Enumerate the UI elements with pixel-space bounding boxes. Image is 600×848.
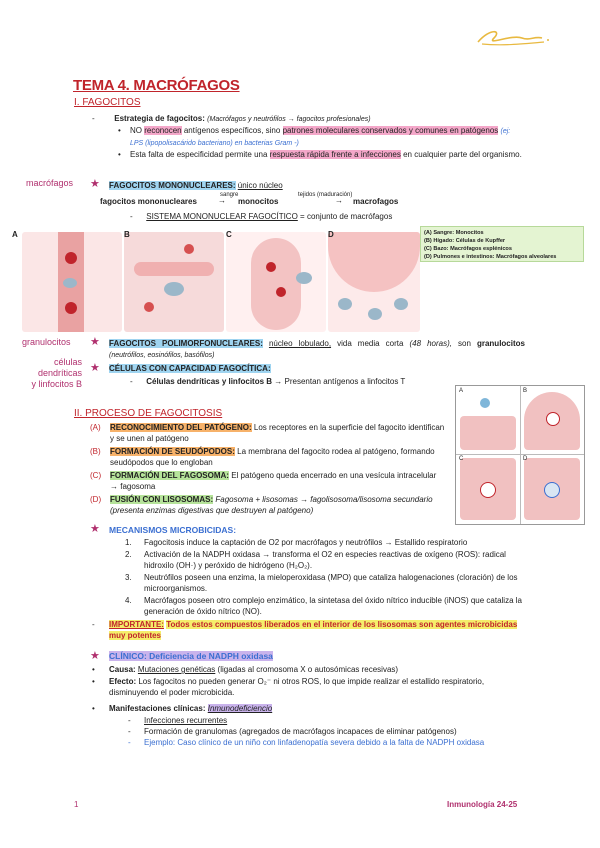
mech-list (125, 537, 527, 617)
ccf-b: → Presentan antígenos a linfocitos T (274, 377, 406, 386)
manif-text-2: Formación de granulomas (agregados de macrófagos incapaces de eliminar patógenos) (144, 727, 457, 736)
flow-macrofagos: macrofagos (353, 197, 399, 206)
step-a-text: Los receptores en la superficie del fagocito identifican y se unen al patógeno (110, 423, 445, 443)
mech-item-2 (125, 549, 527, 571)
mech-num-1: 1. (125, 538, 132, 547)
b1-a: NO (130, 126, 142, 135)
side-note-granulocitos: granulocitos (22, 337, 71, 347)
footer-course: Inmunología 24-25 (447, 800, 518, 809)
phago-label-a: A (459, 388, 464, 394)
star-icon: ★ (90, 650, 100, 662)
estrategia-line: - Estrategia de fagocitos: (Macrófagos y neutrófilos → fagocitos profesionales) (92, 114, 371, 123)
smf-a: SISTEMA MONONUCLEAR FAGOCÍTICO (146, 212, 298, 221)
b2-b: respuesta rápida frente a infecciones (269, 150, 401, 159)
figure-phagocytosis (455, 385, 585, 525)
mech-item-3 (125, 572, 527, 594)
step-c-text: El patógeno queda encerrado en una vesícula intracelular → fagosoma (110, 471, 437, 491)
pmn-d: son (458, 339, 471, 348)
step-d-title: FUSIÓN CON LISOSOMAS: (110, 495, 214, 504)
star-icon: ★ (90, 178, 100, 190)
causa-b: (ligadas al cromosoma X o autosómicas recesivas) (217, 665, 399, 674)
manif-text-3: Ejemplo: Caso clínico de un niño con linfadenopatía severa debido a la falta de NADPH oxidasa (144, 738, 485, 747)
fig-c-spleen (226, 232, 326, 332)
step-d (90, 494, 445, 516)
legend-a: (A) Sangre: Monocitos (424, 230, 484, 236)
figure-legend (420, 226, 584, 262)
step-a-title: RECONOCIMIENTO DEL PATÓGENO: (110, 423, 252, 432)
b1-e: (ej: LPS (lipopolisacárido bacteriano) en bacterias Gram -) (130, 128, 511, 147)
bullet-1: • NO reconocen antígenos específicos, sino patrones moleculares conservados y comunes en patógenos (ej: LPS (lipopolisacárido bacteriano) en bacterias Gram -) (118, 126, 511, 147)
flow-label-tejidos: tejidos (maduración) (298, 192, 353, 198)
important-note: - IMPORTANTE: Todos estos compuestos liberados en el interior de los lisosomas son agentes microbicidas muy potentes (92, 620, 518, 640)
step-b-title: FORMACIÓN DE SEUDÓPODOS: (110, 447, 235, 456)
manif-item-1: - Infecciones recurrentes (128, 716, 228, 725)
manif-tag: Inmunodeficiencio (207, 704, 273, 713)
flow-fagocitos: fagocitos mononucleares (100, 197, 197, 206)
step-b-tag: (B) (90, 447, 101, 456)
star-icon: ★ (90, 523, 100, 535)
fig-label-a: A (12, 230, 18, 239)
mech-num-3: 3. (125, 573, 132, 582)
b2-c: en cualquier parte del organismo. (403, 150, 522, 159)
signature-logo (472, 24, 552, 54)
fm-title: FAGOCITOS MONONUCLEARES: (109, 181, 236, 190)
flow-diagram: fagocitos mononucleares sangre → monocitos tejidos (maduración) → macrofagos (100, 192, 399, 206)
clinical-title (109, 651, 273, 662)
mech-text-2: Activación de la NADPH oxidasa → transforma el O2 en especies reactivas de oxígeno (ROS): radical hidroxilo (OH·) y peróxido de hidrógeno (H₂O₂). (144, 550, 506, 570)
star-icon: ★ (90, 336, 100, 348)
manif-item-3: - Ejemplo: Caso clínico de un niño con linfadenopatía severa debido a la falta de NADPH oxidasa (128, 738, 485, 747)
b1-d: patrones moleculares conservados y comunes en patógenos (282, 126, 499, 135)
fig-label-d: D (328, 230, 334, 239)
page-number: 1 (74, 800, 79, 809)
section-heading-fagocitosis: II. PROCESO DE FAGOCITOSIS (74, 408, 223, 419)
smf-b: = conjunto de macrófagos (300, 212, 393, 221)
manif-text-1: Infecciones recurrentes (144, 716, 228, 725)
manif-label: Manifestaciones clínicas: (109, 704, 206, 713)
bullet-2: • Esta falta de especificidad permite una respuesta rápida frente a infecciones en cualquier parte del organismo. (118, 150, 522, 159)
efecto-label: Efecto: (109, 677, 137, 686)
pmn-line (109, 338, 525, 361)
phago-label-c: C (459, 456, 464, 462)
fig-d-lung (328, 232, 420, 332)
flow-label-sangre: sangre (220, 192, 239, 198)
section-heading-fagocitos: I. FAGOCITOS (74, 97, 141, 108)
smf-line: - SISTEMA MONONUCLEAR FAGOCÍTICO = conjunto de macrófagos (130, 212, 393, 221)
important-label: IMPORTANTE: (109, 620, 164, 629)
fig-label-c: C (226, 230, 232, 239)
fm-desc: único núcleo (237, 181, 283, 190)
manif-list (128, 715, 528, 748)
fig-label-b: B (124, 230, 130, 239)
legend-c: (C) Bazo: Macrófagos esplénicos (424, 246, 512, 252)
flow-monocitos: monocitos (238, 197, 279, 206)
side-note-macrofagos: macrófagos (26, 178, 74, 188)
ccf-title-text: CÉLULAS CON CAPACIDAD FAGOCÍTICA: (109, 364, 271, 373)
side-dend-2: y linfocitos B (31, 379, 82, 389)
step-d-text: Fagosoma + lisosomas → fagolisosoma/lisosoma secundario (presenta enzimas digestivas que destruyen al patógeno) (110, 495, 433, 515)
figure-tissues (12, 226, 420, 334)
mech-item-1 (125, 537, 527, 548)
pmn-f: (neutrófilos, eosinófilos, basófilos) (109, 352, 215, 359)
phago-label-d: D (523, 456, 528, 462)
phago-label-b: B (523, 388, 528, 394)
manif-line: • Manifestaciones clínicas: Inmunodeficiencio (92, 704, 273, 713)
causa-line: • Causa: Mutaciones genéticas (ligadas al cromosoma X o autosómicas recesivas) (92, 665, 399, 674)
important-text: Todos estos compuestos liberados en el interior de los lisosomas son agentes microbicidas muy potentes (109, 620, 518, 640)
pmn-title: FAGOCITOS POLIMORFONUCLEARES: (109, 339, 263, 348)
clinical-title-text: CLÍNICO: Deficiencia de NADPH oxidasa (109, 651, 273, 661)
step-b (90, 446, 445, 468)
mech-text-3: Neutrófilos poseen una enzima, la mieloperoxidasa (MPO) que cataliza halogenaciones (cloración) de los microorganismos. (144, 573, 518, 593)
step-c-title: FORMACIÓN DEL FAGOSOMA: (110, 471, 229, 480)
step-b-text: La membrana del fagocito rodea al patógeno, formando seudópodos que lo engloban (110, 447, 435, 467)
b2-a: Esta falta de especificidad permite una (130, 150, 268, 159)
efecto-text: Los fagocitos no pueden generar O₂⁻ ni otros ROS, lo que impide realizar el estallido respiratorio, disminuyendo el poder microbicida. (109, 677, 485, 697)
ccf-title (109, 363, 271, 374)
pmn-c: (48 horas), (409, 339, 452, 348)
efecto-line: • Efecto: Los fagocitos no pueden generar O₂⁻ ni otros ROS, lo que impide realizar el estallido respiratorio, disminuyendo el poder microbicida. (92, 677, 485, 697)
side-note-dendriticas (8, 357, 82, 390)
mech-num-2: 2. (125, 550, 132, 559)
fig-a-blood-vessel (22, 232, 122, 332)
b1-c: antígenos específicos, sino (183, 126, 281, 135)
manif-item-2: - Formación de granulomas (agregados de macrófagos incapaces de eliminar patógenos) (128, 727, 457, 736)
mech-title: MECANISMOS MICROBICIDAS: (109, 525, 237, 535)
b1-b: reconocen (144, 126, 182, 135)
ccf-a: Células dendríticas y linfocitos B (146, 377, 273, 386)
pmn-b: vida media corta (337, 339, 404, 348)
mech-num-4: 4. (125, 596, 132, 605)
step-a (90, 422, 445, 444)
step-c-tag: (C) (90, 471, 102, 480)
estrategia-label: Estrategia de fagocitos: (114, 114, 205, 123)
fagocitosis-steps (90, 422, 445, 516)
step-a-tag: (A) (90, 423, 101, 432)
pmn-e: granulocitos (476, 339, 525, 348)
causa-a: Mutaciones genéticas (137, 665, 216, 674)
step-c (90, 470, 445, 492)
ccf-line: - Células dendríticas y linfocitos B → Presentan antígenos a linfocitos T (130, 377, 406, 386)
side-dend-1: células dendríticas (37, 357, 82, 378)
star-icon: ★ (90, 362, 100, 374)
mech-text-4: Macrófagos poseen otro complejo enzimático, la sintetasa del óxido nítrico inducible (iNOS) que cataliza la generación de óxido nítrico (NO). (144, 596, 522, 616)
page-title: TEMA 4. MACRÓFAGOS (73, 77, 240, 94)
legend-b: (B) Hígado: Células de Kupffer (424, 238, 506, 244)
pmn-a: núcleo lobulado, (268, 339, 332, 348)
causa-label: Causa: (109, 665, 136, 674)
step-d-tag: (D) (90, 495, 102, 504)
estrategia-note: (Macrófagos y neutrófilos → fagocitos profesionales) (207, 116, 371, 123)
mech-item-4 (125, 595, 527, 617)
legend-d: (D) Pulmones e intestinos: Macrófagos alveolares (424, 254, 557, 260)
fig-b-liver (124, 232, 224, 332)
mech-text-1: Fagocitosis induce la captación de O2 por macrófagos y neutrófilos → Estallido respiratorio (144, 538, 468, 547)
